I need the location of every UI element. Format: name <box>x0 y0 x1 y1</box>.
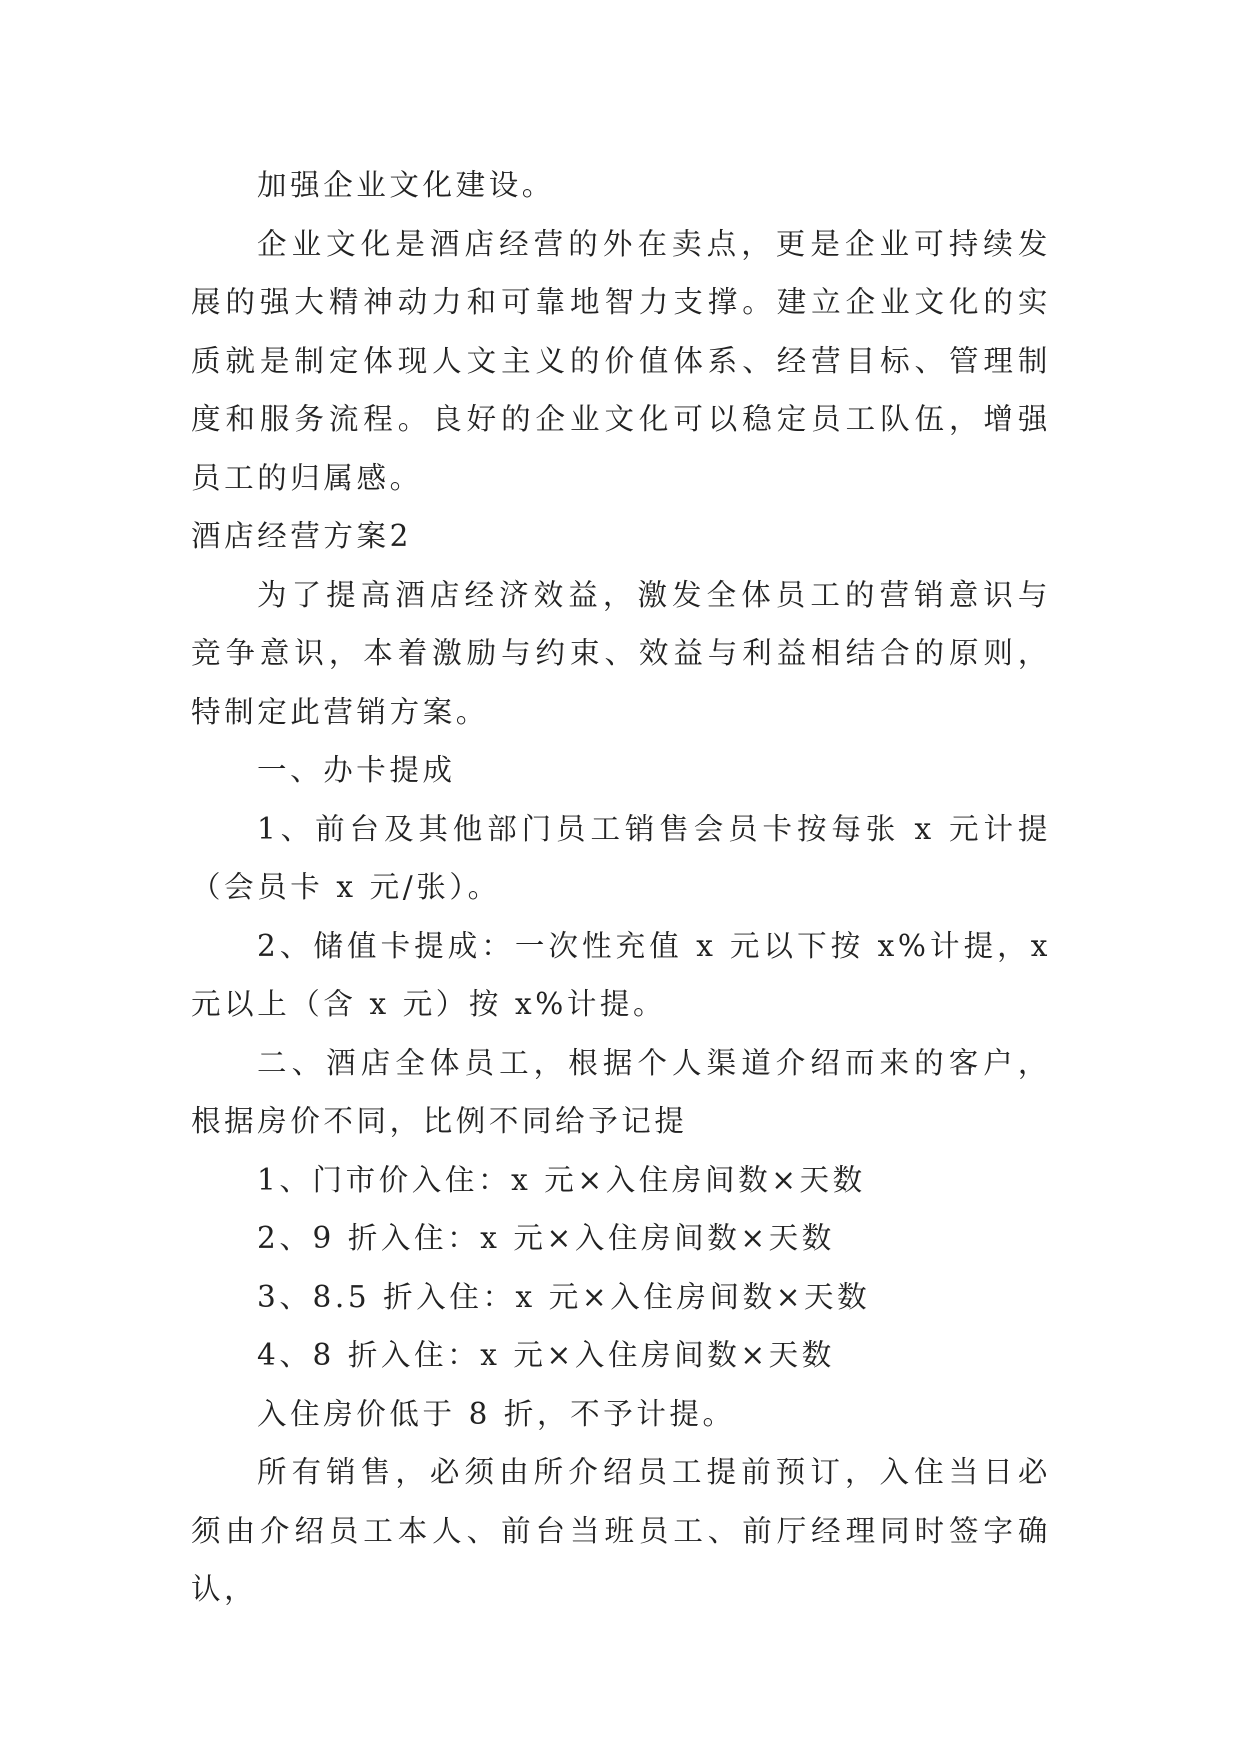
document-body <box>191 156 1051 1619</box>
paragraph-culture-heading: 加强企业文化建设。 <box>257 168 555 202</box>
list-item-member-card: 1、前台及其他部门员工销售会员卡按每张 x 元计提（会员卡 x 元/张）。 <box>191 811 1051 904</box>
paragraph-sales-rule: 所有销售，必须由所介绍员工提前预订，入住当日必须由介绍员工本人、前台当班员工、前厅经理同时签字确认， <box>191 1455 1051 1606</box>
list-item-rack-rate: 1、门市价入住：x 元×入住房间数×天数 <box>257 1162 866 1197</box>
paragraph-culture-body: 企业文化是酒店经营的外在卖点，更是企业可持续发展的强大精神动力和可靠地智力支撑。建立企业文化的实质就是制定体现人文主义的价值体系、经营目标、管理制度和服务流程。良好的企业文化可以稳定员工队伍，增强员工的归属感。 <box>191 226 1051 495</box>
subheading-staff-referral: 二、酒店全体员工，根据个人渠道介绍而来的客户，根据房价不同，比例不同给予记提 <box>191 1045 1051 1138</box>
section-title: 酒店经营方案2 <box>191 519 412 553</box>
subheading-card-commission: 一、办卡提成 <box>257 753 456 787</box>
paragraph-intro: 为了提高酒店经济效益，激发全体员工的营销意识与竞争意识，本着激励与约束、效益与利益相结合的原则，特制定此营销方案。 <box>191 577 1051 729</box>
list-item-stored-value-card: 2、储值卡提成：一次性充值 x 元以下按 x%计提，x 元以上（含 x 元）按 x%计提。 <box>191 928 1051 1021</box>
list-item-85-percent: 3、8.5 折入住：x 元×入住房间数×天数 <box>257 1279 871 1314</box>
paragraph-below-80: 入住房价低于 8 折，不予计提。 <box>257 1396 736 1431</box>
list-item-90-percent: 2、9 折入住：x 元×入住房间数×天数 <box>257 1221 835 1255</box>
list-item-80-percent: 4、8 折入住：x 元×入住房间数×天数 <box>257 1338 835 1372</box>
